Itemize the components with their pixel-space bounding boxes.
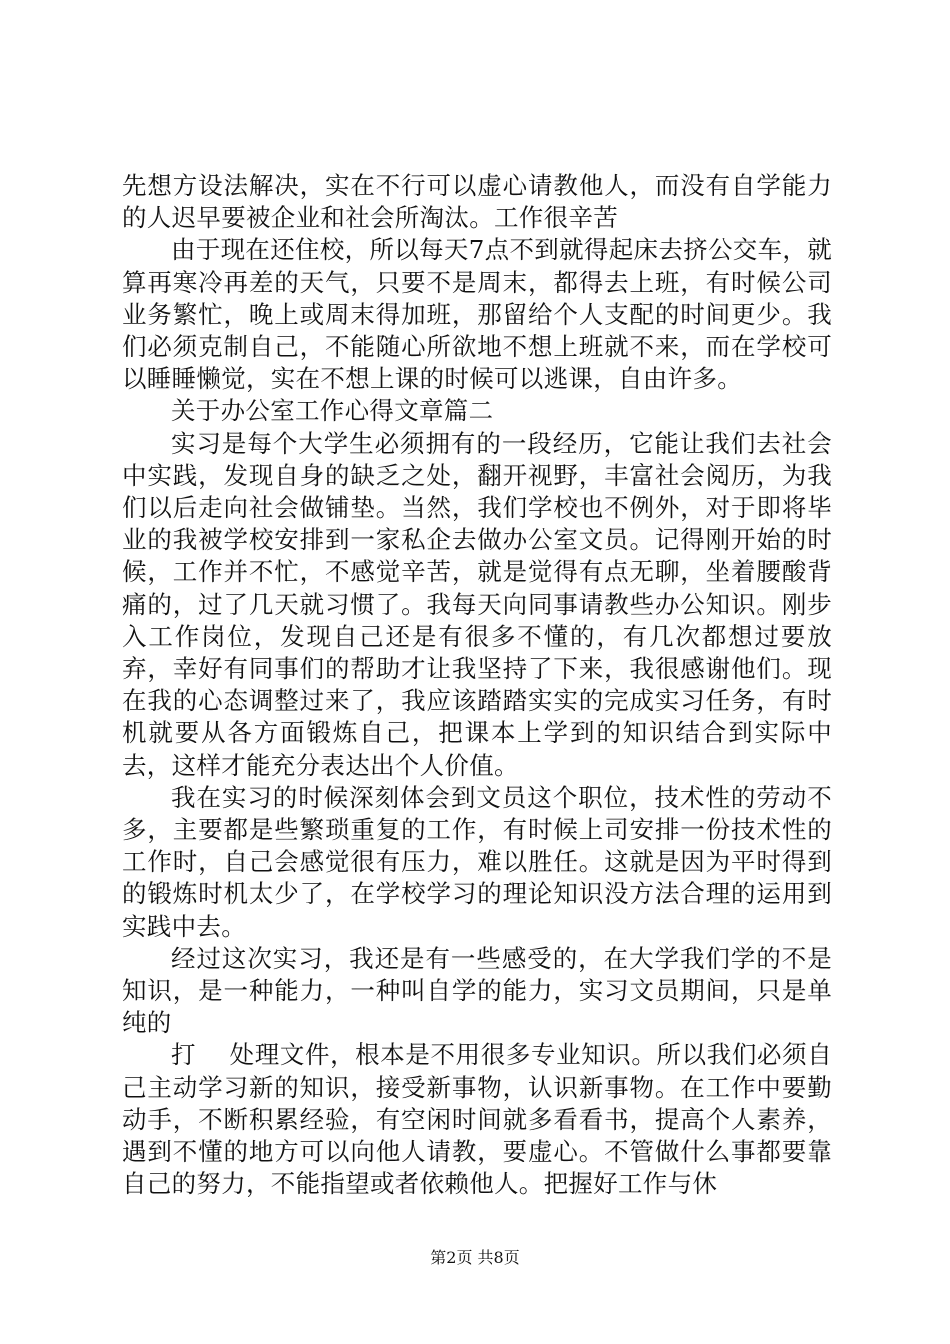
paragraph-3: 实习是每个大学生必须拥有的一段经历，它能让我们去社会中实践，发现自身的缺乏之处，翻开视野，丰富社会阅历，为我们以后走向社会做铺垫。当然，我们学校也不例外，对于即将毕业的我被学校安排到一家私企去做办公室文员。记得刚开始的时候，工作并不忙，不感觉辛苦，就是觉得有点无聊，坐着腰酸背痛的，过了几天就习惯了。我每天向同事请教些办公知识。刚步入工作岗位，发现自己还是有很多不懂的，有几次都想过要放弃，幸好有同事们的帮助才让我坚持了下来，我很感谢他们。现在我的心态调整过来了，我应该踏踏实实的完成实习任务，有时机就要从各方面锻炼自己，把课本上学到的知识结合到实际中去，这样才能充分表达出个人价值。: [122, 428, 832, 780]
paragraph-5: 经过这次实习，我还是有一些感受的，在大学我们学的不是知识，是一种能力，一种叫自学的能力，实习文员期间，只是单纯的: [122, 943, 832, 1038]
section-heading: 关于办公室工作心得文章篇二: [171, 396, 494, 426]
paragraph-6: 打 处理文件，根本是不用很多专业知识。所以我们必须自己主动学习新的知识，接受新事物，认识新事物。在工作中要勤动手，不断积累经验，有空闲时间就多看看书，提高个人素养，遇到不懂的地方可以向他人请教，要虚心。不管做什么事都要靠自己的努力，不能指望或者依赖他人。把握好工作与休: [122, 1040, 832, 1199]
page-number-label: 第2页 共8页: [430, 1248, 520, 1267]
page-footer: [0, 1245, 950, 1268]
paragraph-2: 由于现在还住校，所以每天7点不到就得起床去挤公交车，就算再寒冷再差的天气，只要不是周末，都得去上班，有时候公司业务繁忙，晚上或周末得加班，那留给个人支配的时间更少。我们必须克制自己，不能随心所欲地不想上班就不来，而在学校可以睡睡懒觉，实在不想上课的时候可以逃课，自由许多。: [122, 235, 832, 394]
paragraph-1: 先想方设法解决，实在不行可以虚心请教他人，而没有自学能力的人迟早要被企业和社会所淘汰。工作很辛苦: [122, 171, 832, 233]
paragraph-4: 我在实习的时候深刻体会到文员这个职位，技术性的劳动不多，主要都是些繁琐重复的工作，有时候上司安排一份技术性的工作时，自己会感觉很有压力，难以胜任。这就是因为平时得到的锻炼时机太少了，在学校学习的理论知识没方法合理的运用到实践中去。: [122, 782, 832, 941]
document-body: [122, 170, 832, 1201]
